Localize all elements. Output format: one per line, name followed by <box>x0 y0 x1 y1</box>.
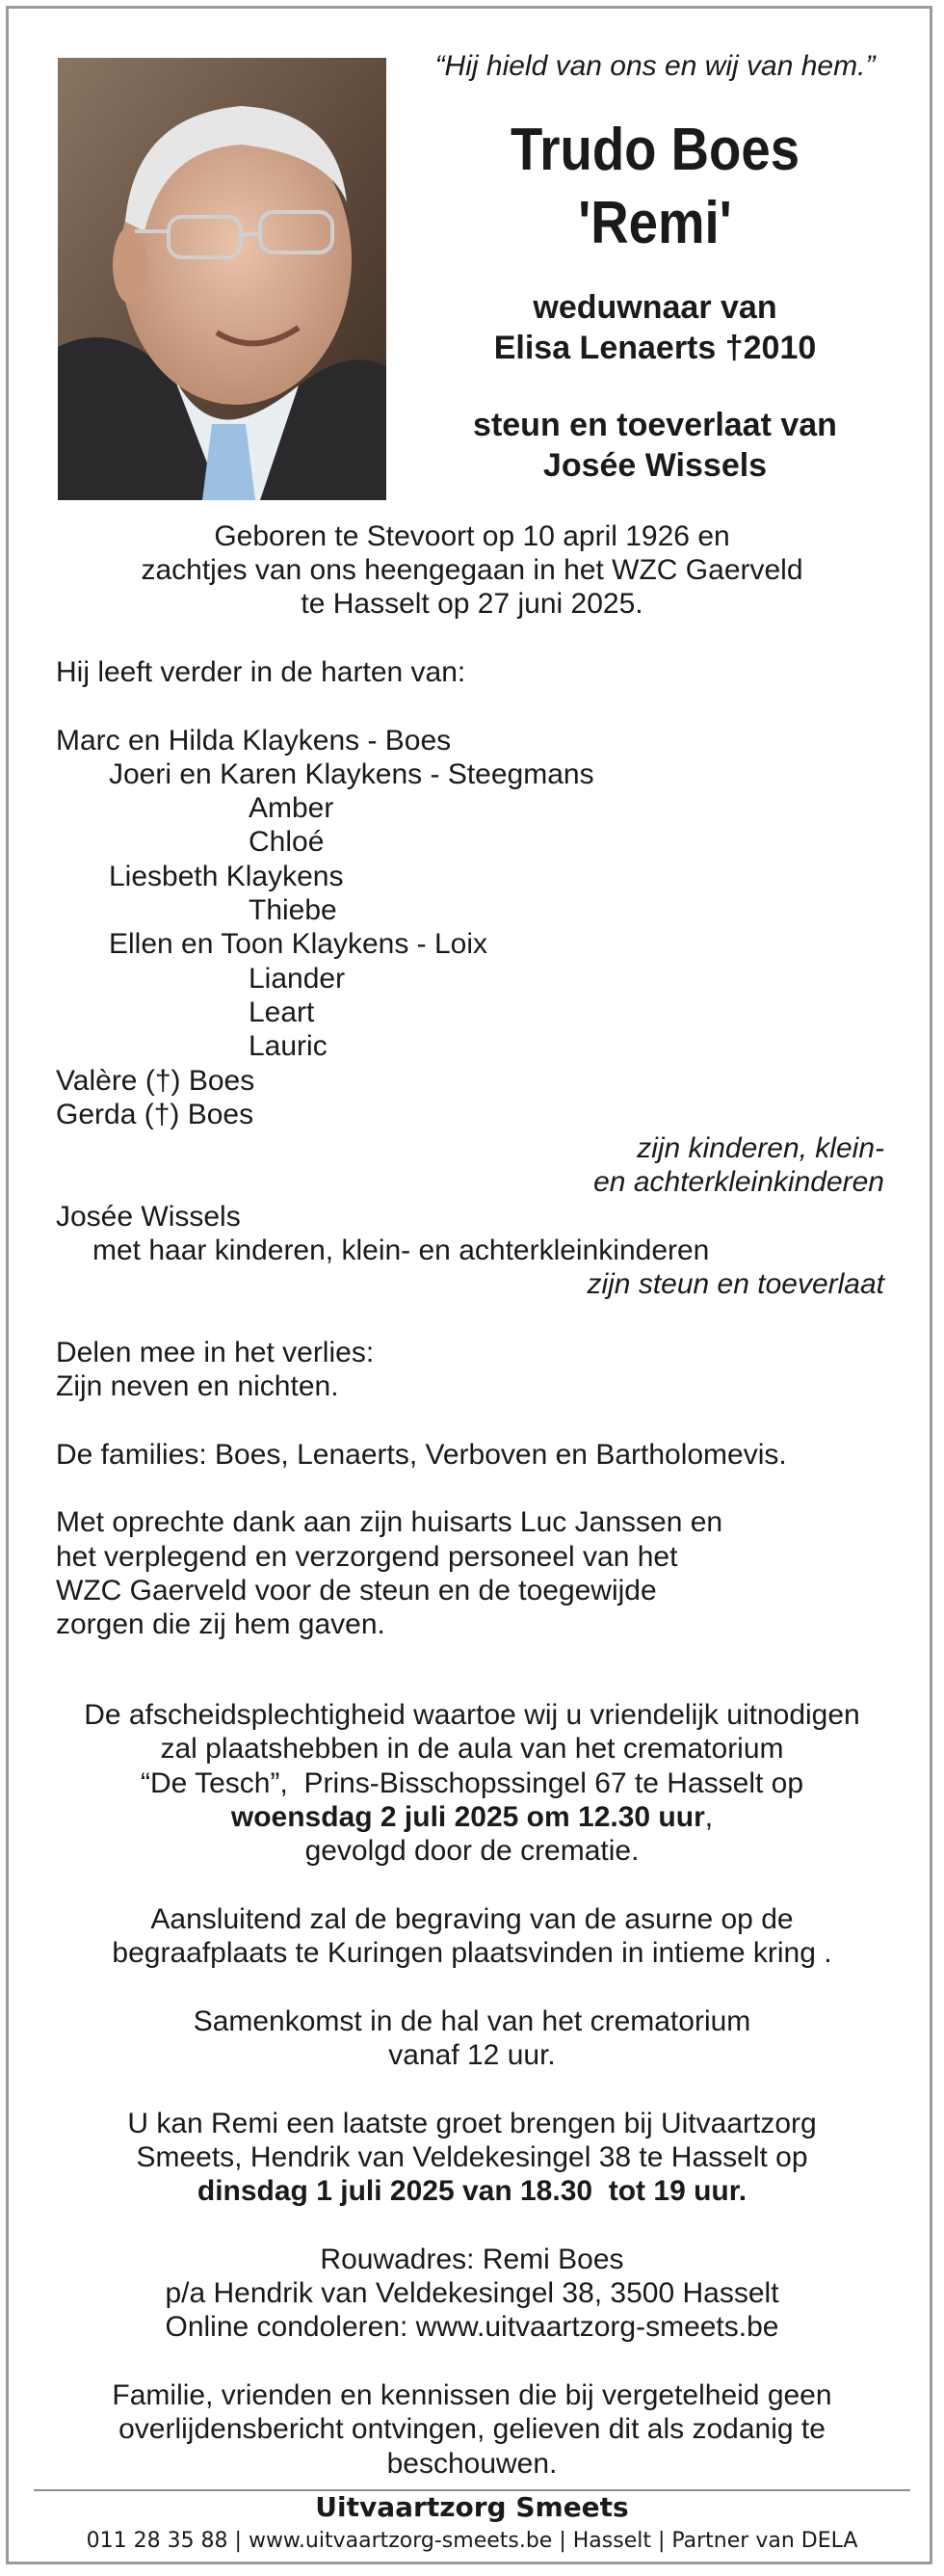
ceremony-section <box>48 1698 896 2481</box>
condolence-link[interactable]: Online condoleren: www.uitvaartzorg-smeets.be <box>165 2311 779 2344</box>
gathering-line: Samenkomst in de hal van het crematorium <box>193 2005 751 2037</box>
born-line-2: zachtjes van ons heengegaan in het WZC Gaerveld <box>141 554 803 586</box>
children-label-2: en achterkleinkinderen <box>593 1166 884 1199</box>
family-section <box>56 655 894 1642</box>
families-line: De families: Boes, Lenaerts, Verboven en Bartholomevis. <box>56 1438 787 1471</box>
widower-line-2: Elisa Lenaerts †2010 <box>493 330 817 366</box>
address-line: Rouwadres: Remi Boes <box>320 2243 624 2275</box>
footer-company: Uitvaartzorg Smeets <box>315 2491 629 2523</box>
ceremony-date-tail: , <box>704 1800 714 1833</box>
note-line: overlijdensbericht ontvingen, gelieven dit als zodanig te <box>118 2413 826 2446</box>
family-member: Liesbeth Klaykens <box>109 860 344 892</box>
quote: “Hij hield van ons en wij van hem.” <box>434 50 876 82</box>
ceremony-line: gevolgd door de crematie. <box>304 1835 640 1868</box>
support-block <box>405 405 905 486</box>
deceased-full-name: Trudo Boes <box>510 117 800 183</box>
family-member: Lauric <box>249 1030 328 1063</box>
deceased-name <box>434 114 876 260</box>
thanks-line: het verplegend en verzorgend personeel van het <box>56 1540 678 1573</box>
family-member: Gerda (†) Boes <box>56 1098 254 1130</box>
family-member: Liander <box>249 962 346 995</box>
visit-line: Smeets, Hendrik van Veldekesingel 38 te Hasselt op <box>136 2140 808 2173</box>
family-member: Marc en Hilda Klaykens - Boes <box>56 724 452 757</box>
gathering-line: vanaf 12 uur. <box>388 2038 556 2071</box>
family-member: Thiebe <box>249 894 337 927</box>
born-line-3: te Hasselt op 27 juni 2025. <box>301 588 643 620</box>
share-loss-2: Zijn neven en nichten. <box>56 1370 339 1403</box>
ceremony-line: De afscheidsplechtigheid waartoe wij u vriendelijk uitnodigen <box>84 1699 860 1731</box>
ceremony-line: “De Tesch”, Prins-Bisschopssingel 67 te Hasselt op <box>140 1766 804 1799</box>
children-label-1: zijn kinderen, klein- <box>637 1132 884 1165</box>
family-member: Amber <box>249 792 334 825</box>
note-line: Familie, vrienden en kennissen die bij vergetelheid geen <box>112 2378 832 2411</box>
portrait-photo <box>58 58 386 500</box>
family-member: Joeri en Karen Klaykens - Steegmans <box>109 757 594 790</box>
support-label: zijn steun en toeverlaat <box>587 1268 884 1301</box>
support-line-2: Josée Wissels <box>542 447 768 484</box>
footer-contact-info: 011 28 35 88 | www.uitvaartzorg-smeets.be | Hasselt | Partner van DELA <box>86 2529 858 2553</box>
burial-line: Aansluitend zal de begraving van de asurne op de <box>150 1902 794 1935</box>
share-loss-1: Delen mee in het verlies: <box>56 1336 375 1368</box>
ceremony-date-bold: woensdag 2 juli 2025 om 12.30 uur <box>230 1800 705 1833</box>
note-line: beschouwen. <box>386 2447 558 2480</box>
ceremony-line: zal plaatshebben in de aula van het crematorium <box>160 1733 784 1766</box>
lives-on-heading: Hij leeft verder in de harten van: <box>56 656 466 688</box>
visit-line: U kan Remi een laatste groet brengen bij Uitvaartzorg <box>127 2107 817 2139</box>
widower-block <box>405 287 905 368</box>
ceremony-date <box>48 1800 896 1834</box>
family-member: Chloé <box>249 826 325 859</box>
thanks-line: WZC Gaerveld voor de steun en de toegewijde <box>56 1575 657 1607</box>
born-line-1: Geboren te Stevoort op 10 april 1926 en <box>214 520 730 552</box>
family-member: Josée Wissels <box>56 1200 241 1233</box>
deceased-nickname: 'Remi' <box>578 190 732 256</box>
family-member: Valère (†) Boes <box>56 1064 255 1097</box>
birth-death-block <box>58 519 886 621</box>
family-member: Leart <box>249 996 315 1028</box>
family-member: met haar kinderen, klein- en achterkleinkinderen <box>92 1235 710 1267</box>
support-line-1: steun en toeverlaat van <box>473 407 837 443</box>
widower-line-1: weduwnaar van <box>533 289 777 326</box>
thanks-line: zorgen die zij hem gaven. <box>56 1608 385 1641</box>
burial-line: begraafplaats te Kuringen plaatsvinden in intieme kring . <box>112 1937 832 1970</box>
address-line: p/a Hendrik van Veldekesingel 38, 3500 Hasselt <box>165 2277 779 2310</box>
thanks-line: Met oprechte dank aan zijn huisarts Luc Janssen en <box>56 1506 723 1539</box>
family-member: Ellen en Toon Klaykens - Loix <box>109 928 488 961</box>
visit-date: dinsdag 1 juli 2025 van 18.30 tot 19 uur. <box>197 2175 747 2208</box>
